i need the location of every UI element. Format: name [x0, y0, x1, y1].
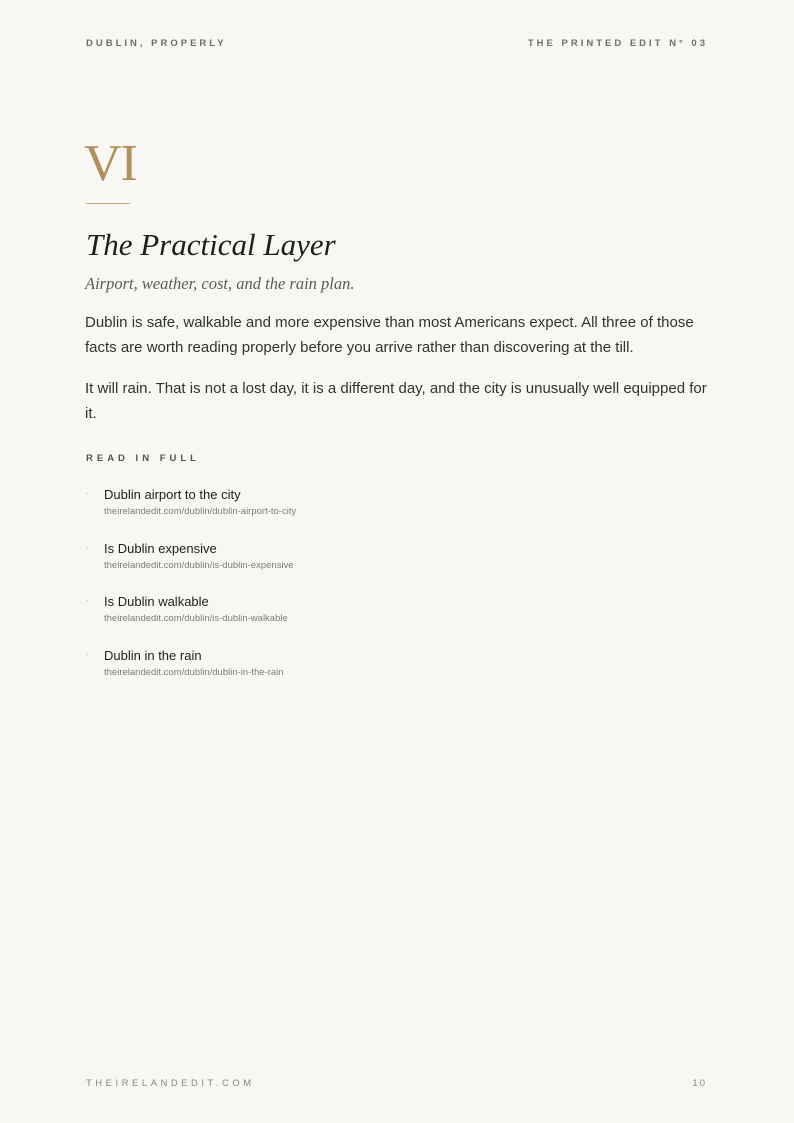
list-item	[86, 647, 706, 701]
bullet-icon: ·	[86, 541, 90, 553]
read-in-full-heading: READ IN FULL	[86, 453, 200, 464]
chapter-subtitle: Airport, weather, cost, and the rain plan.	[85, 274, 355, 293]
article-link-title[interactable]: Dublin in the rain	[104, 647, 202, 663]
article-link-url[interactable]: theirelandedit.com/dublin/is-dublin-walkable	[104, 613, 288, 624]
chapter-title: The Practical Layer	[86, 227, 336, 262]
footer-site-url[interactable]: THEIRELANDEDIT.COM	[86, 1077, 255, 1089]
article-link-title[interactable]: Is Dublin expensive	[104, 540, 217, 556]
article-link-url[interactable]: theirelandedit.com/dublin/dublin-in-the-rain	[104, 666, 284, 678]
header-publication-title: DUBLIN, PROPERLY	[86, 37, 227, 49]
page-number: 10	[692, 1077, 707, 1089]
header-edition-label: THE PRINTED EDIT N° 03	[527, 37, 708, 49]
body-paragraph: It will rain. That is not a lost day, it is a different day, and the city is unusually well equipped for it.	[85, 380, 707, 422]
bullet-icon: ·	[86, 648, 90, 660]
list-item	[86, 486, 706, 540]
read-in-full-list	[86, 486, 706, 700]
list-item	[86, 540, 706, 594]
article-link-url[interactable]: theirelandedit.com/dublin/dublin-airport-to-city	[104, 506, 297, 517]
list-item	[86, 593, 706, 647]
bullet-icon: ·	[86, 595, 90, 606]
article-link-title[interactable]: Is Dublin walkable	[104, 594, 209, 609]
chapter-body	[85, 310, 715, 442]
body-paragraph: Dublin is safe, walkable and more expensive than most Americans expect. All three of those facts are worth reading properly before you arrive rather than discovering at the till.	[85, 314, 694, 356]
article-link-title[interactable]: Dublin airport to the city	[104, 487, 241, 502]
running-footer	[86, 1077, 707, 1089]
running-header	[86, 37, 708, 49]
bullet-icon: ·	[86, 488, 90, 499]
chapter-divider	[86, 203, 130, 204]
article-link-url[interactable]: theirelandedit.com/dublin/is-dublin-expensive	[104, 559, 294, 571]
chapter-numeral: VI	[84, 135, 137, 192]
